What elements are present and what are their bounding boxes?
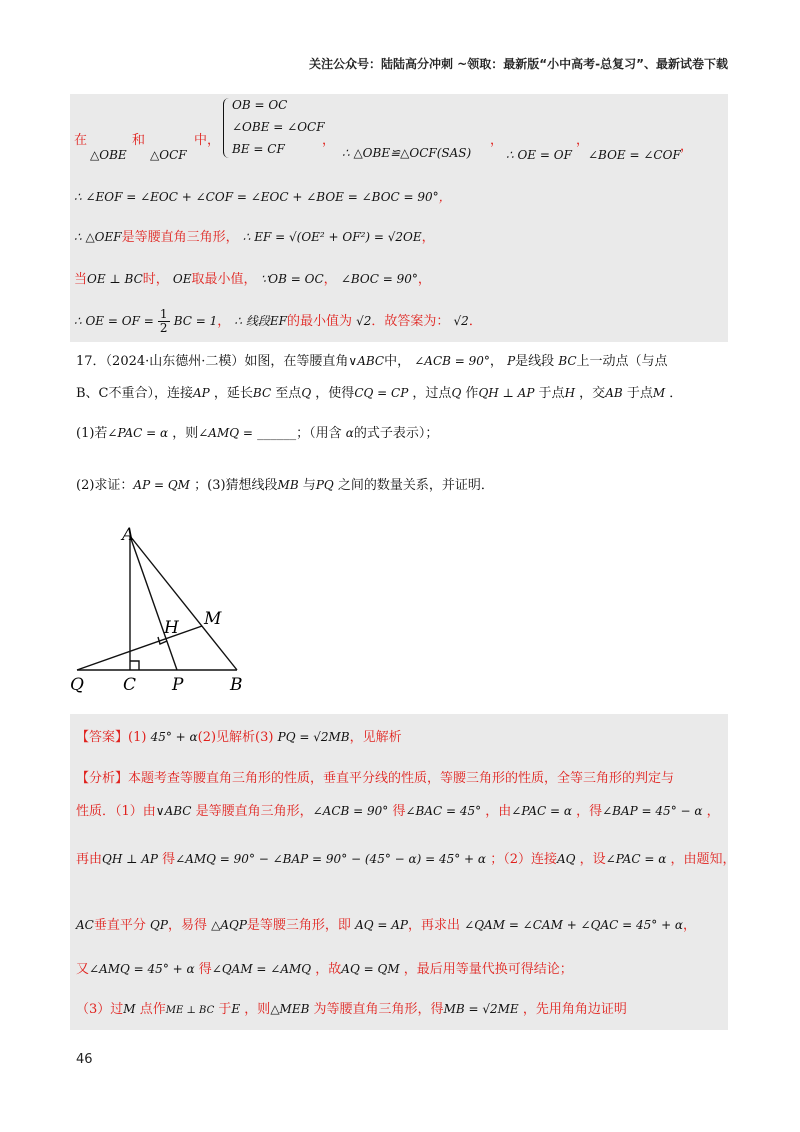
segment-ap [130, 536, 177, 670]
problem-17-line-2: B、C不重合），连接AP ，延长BC 至点Q ，使得CQ = CP ，过点Q 作QH ⊥ AP 于点H ，交AB 于点M ． [76, 386, 683, 401]
comma-2: ， [490, 133, 504, 148]
analysis-line-6: （3）过M 点作ME ⊥ BC 于E ，则△MEB 为等腰直角三角形，得MB = √2ME ，先用角角边证明 [76, 1002, 627, 1017]
point-label-q: Q [70, 675, 84, 695]
segment-ab [130, 536, 237, 670]
comma-4: ， [680, 139, 694, 154]
angle-boe-cof: ∠BOE = ∠COF [588, 148, 681, 162]
problem-17-line-1: 17．（2024·山东德州·二模）如图，在等腰直角∨ABC中， ∠ACB = 90°， P是线段 BC上一动点（与点 [76, 354, 668, 369]
point-label-h: H [164, 618, 179, 638]
answer-line: 【答案】(1) 45° + α(2)见解析(3) PQ = √2MB，见解析 [76, 730, 402, 745]
point-label-b: B [230, 675, 243, 695]
solution-block-16 [70, 94, 728, 342]
geometry-figure [60, 520, 280, 700]
triangle-obe: △OBE [90, 148, 127, 162]
problem-17-line-4: (2)求证：AP = QM ；(3)猜想线段MB 与PQ 之间的数量关系，并证明． [76, 478, 494, 493]
answer-analysis-block [70, 714, 736, 1030]
isosceles-right-line: ∴ △OEF是等腰直角三角形， ∴ EF = √(OE² + OF²) = √2OE， [74, 230, 435, 245]
minimum-condition-line: 当OE ⊥ BC时， OE取最小值， ∵OB = OC， ∠BOC = 90°， [74, 272, 431, 287]
right-angle-c [130, 661, 139, 670]
analysis-line-2: 性质．（1）由∨ABC 是等腰直角三角形，∠ACB = 90° 得∠BAC = 45° ，由∠PAC = α ，得∠BAP = 45° − α ， [76, 804, 720, 819]
in-label: 在 [74, 133, 88, 148]
page-number: 46 [76, 1052, 93, 1067]
final-result-line: ∴ OE = OF = $\frac{1}{2}$ BC = 1， ∴ 线段EF的最小值为 √2．故答案为： √2． [74, 307, 482, 335]
zhong-label: 中， [194, 133, 221, 148]
point-label-m: M [204, 609, 222, 629]
triangle-ocf: △OCF [150, 148, 187, 162]
congruence-result: ∴ △OBE≌△OCF(SAS) [342, 146, 472, 160]
analysis-line-3: 再由QH ⊥ AP 得∠AMQ = 90° − ∠BAP = 90° − (45° − α) = 45° + α ；（2）连接AQ ，设∠PAC = α ，由题知， [76, 852, 736, 867]
condition-2: ∠OBE = ∠OCF [232, 120, 325, 134]
system-brace [223, 98, 230, 158]
point-label-p: P [172, 675, 184, 695]
condition-1: OB = OC [232, 98, 288, 112]
condition-3: BE = CF [232, 142, 285, 156]
analysis-line-5: 又∠AMQ = 45° + α 得∠QAM = ∠AMQ ，故AQ = QM ，最后用等量代换可得结论； [76, 962, 573, 977]
oe-equals-of: ∴ OE = OF [506, 148, 572, 162]
analysis-line-4: AC垂直平分 QP，易得 △AQP是等腰三角形，即 AQ = AP，再求出 ∠QAM = ∠CAM + ∠QAC = 45° + α， [76, 918, 697, 933]
comma-3: ， [576, 133, 590, 148]
problem-17-line-3: (1)若∠PAC = α ，则∠AMQ = ______；（用含 α的式子表示）； [76, 426, 439, 441]
and-label: 和 [132, 133, 146, 148]
angle-eof-equation: ∴ ∠EOF = ∠EOC + ∠COF = ∠EOC + ∠BOE = ∠BOC = 90°， [74, 190, 451, 204]
comma-1: ， [322, 133, 336, 148]
analysis-line-1: 【分析】本题考查等腰直角三角形的性质，垂直平分线的性质，等腰三角形的性质，全等三角形的判定与 [76, 771, 675, 786]
point-label-c: C [123, 675, 137, 695]
point-label-a: A [122, 525, 135, 545]
fraction-one-half: $\frac{1}{2}$ [159, 307, 168, 335]
page-header: 关注公众号：陆陆高分冲刺 ~领取：最新版“小中高考-总复习”、最新试卷下载 [309, 57, 728, 71]
